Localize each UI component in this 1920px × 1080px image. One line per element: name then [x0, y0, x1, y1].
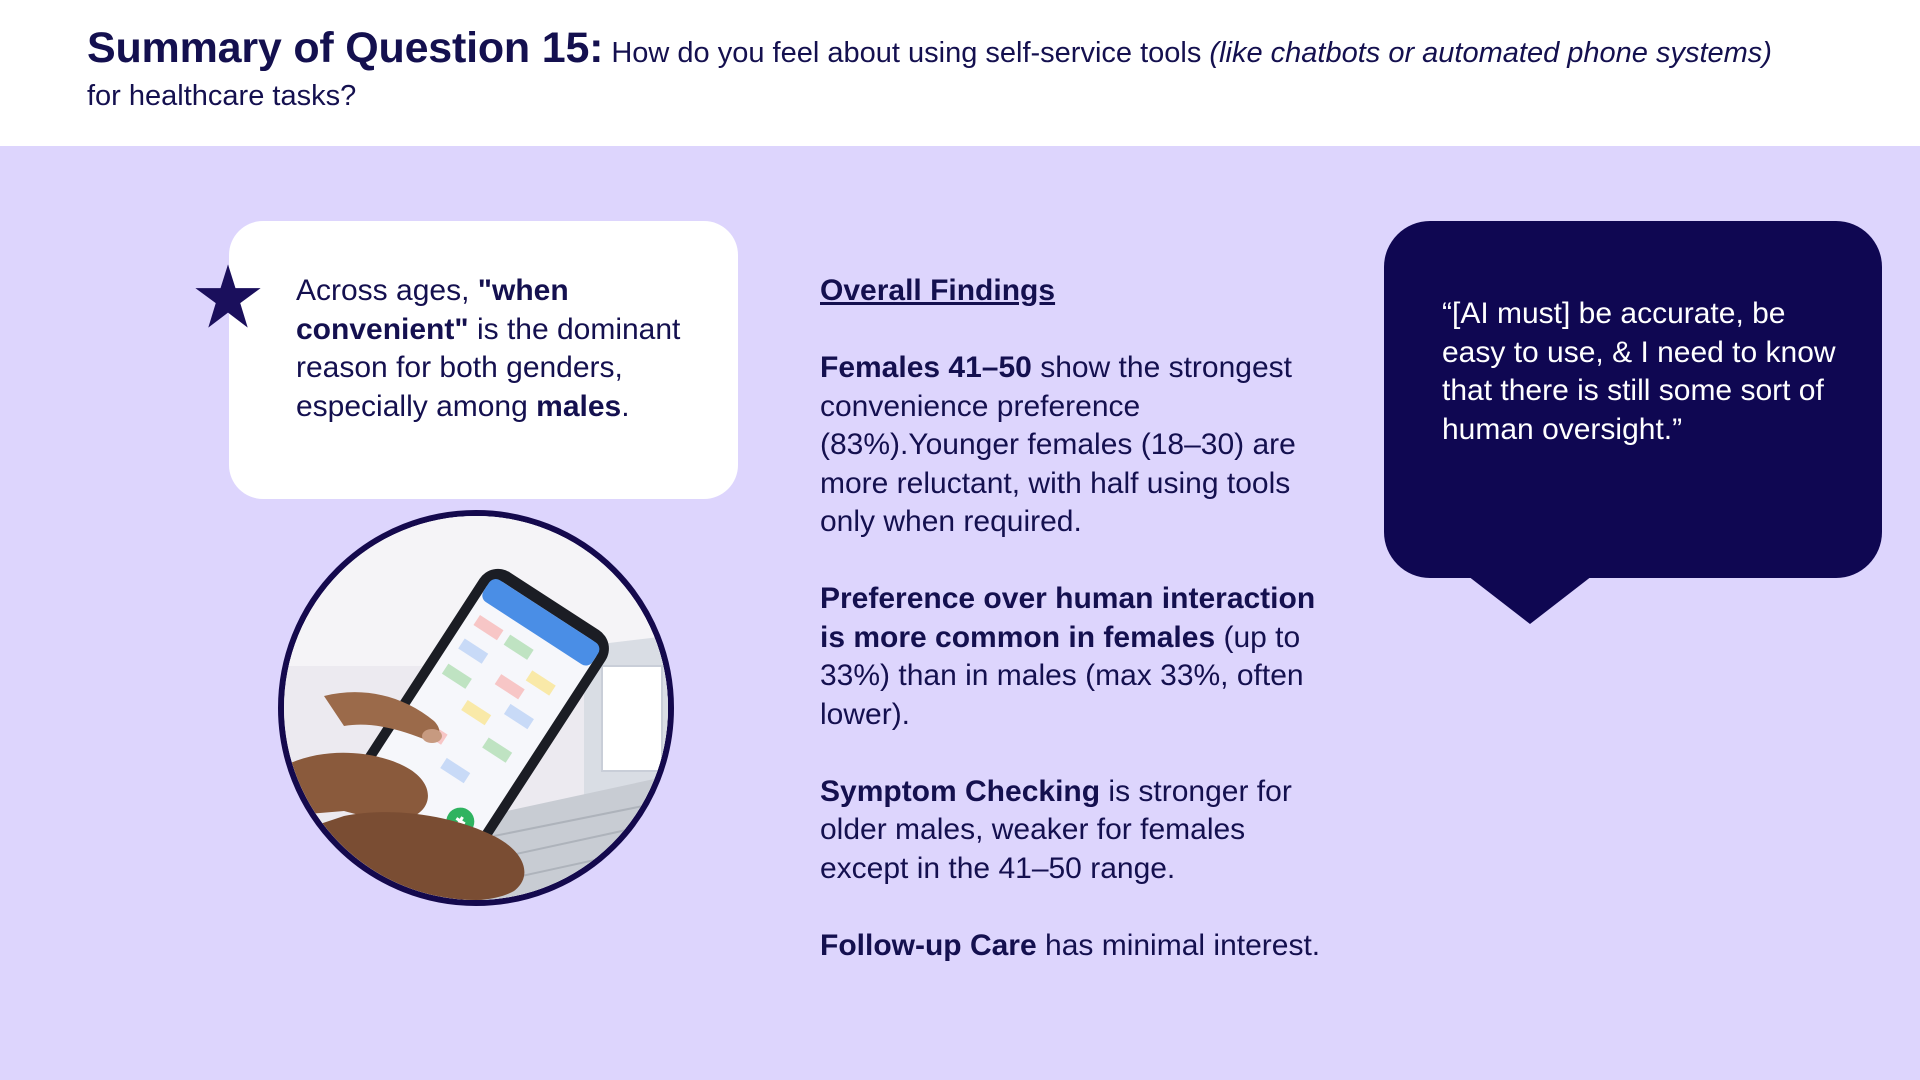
finding-2-bold: Preference over human interaction is more common in females: [820, 582, 1316, 654]
callout-text-2: is the dominant reason for both genders, especially among: [296, 312, 681, 423]
finding-3: [820, 773, 1340, 889]
callout-males: males: [536, 389, 622, 423]
finding-4: [820, 927, 1340, 966]
callout-text-1: Across ages,: [296, 274, 470, 307]
finding-1: [820, 349, 1340, 542]
findings-heading: Overall Findings: [820, 274, 1056, 307]
page-title: [87, 24, 1907, 72]
finding-4-bold: Follow-up Care: [820, 928, 1037, 962]
photo-illustration: [284, 516, 668, 900]
title-question: How do you feel about using self-service tools: [611, 37, 1202, 69]
callout-text: [296, 272, 706, 426]
finding-4-text: has minimal interest.: [1045, 928, 1321, 962]
finding-1-text: show the strongest convenience preference (83%).Younger females (18–30) are more reluctant, with half using tools only when required.: [820, 351, 1296, 538]
finding-2: [820, 580, 1340, 734]
header-bar: [0, 0, 1920, 146]
callout-period: .: [621, 389, 630, 423]
finding-1-bold: Females 41–50: [820, 351, 1032, 384]
finding-2-text: (up to 33%) than in males (max 33%, often lower).: [820, 620, 1304, 731]
quote-text: “[AI must] be accurate, be easy to use, & I need to know that there is still some sort of human oversight.”: [1442, 297, 1836, 446]
overall-findings: [820, 272, 1340, 1004]
finding-3-text: is stronger for older males, weaker for females except in the 41–50 range.: [820, 774, 1292, 885]
title-continuation: for healthcare tasks?: [87, 80, 357, 112]
finding-3-bold: Symptom Checking: [820, 774, 1101, 808]
smartphone-calendar-photo: [278, 510, 674, 906]
speech-bubble-tail: [1468, 576, 1592, 624]
title-bold: Summary of Question 15:: [87, 24, 604, 72]
callout-emphasis: "when convenient": [296, 274, 569, 346]
title-italic: (like chatbots or automated phone systems): [1209, 37, 1772, 69]
star-icon: [194, 263, 262, 331]
